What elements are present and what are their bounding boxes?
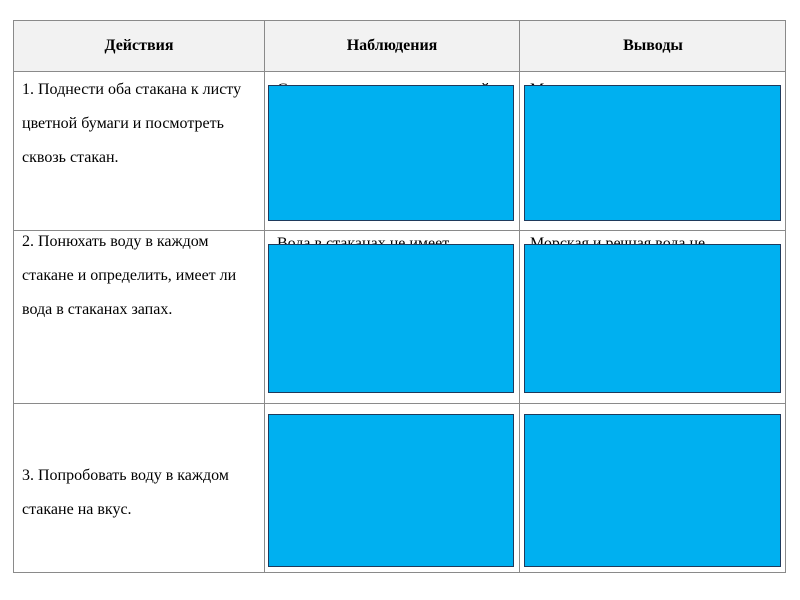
row-divider [14,403,785,404]
observation-cover-1[interactable] [268,85,514,221]
column-divider [519,21,520,572]
observation-cover-3[interactable] [268,414,514,567]
header-conclusions: Выводы [623,37,683,54]
column-divider [264,21,265,572]
experiment-table [13,20,786,573]
header-actions: Действия [104,37,174,54]
conclusion-cover-1[interactable] [524,85,781,221]
row2-action: 2. Понюхать воду в каждом стакане и определить, имеет ли вода в стаканах запах. [22,233,237,318]
row1-action: 1. Поднести оба стакана к листу цветной бумаги и посмотреть сквозь стакан. [22,81,242,166]
conclusion-cover-2[interactable] [524,244,781,393]
observation-cover-2[interactable] [268,244,514,393]
header-observations: Наблюдения [346,37,438,54]
conclusion-cover-3[interactable] [524,414,781,567]
row3-action: 3. Попробовать воду в каждом стакане на вкус. [22,467,229,518]
